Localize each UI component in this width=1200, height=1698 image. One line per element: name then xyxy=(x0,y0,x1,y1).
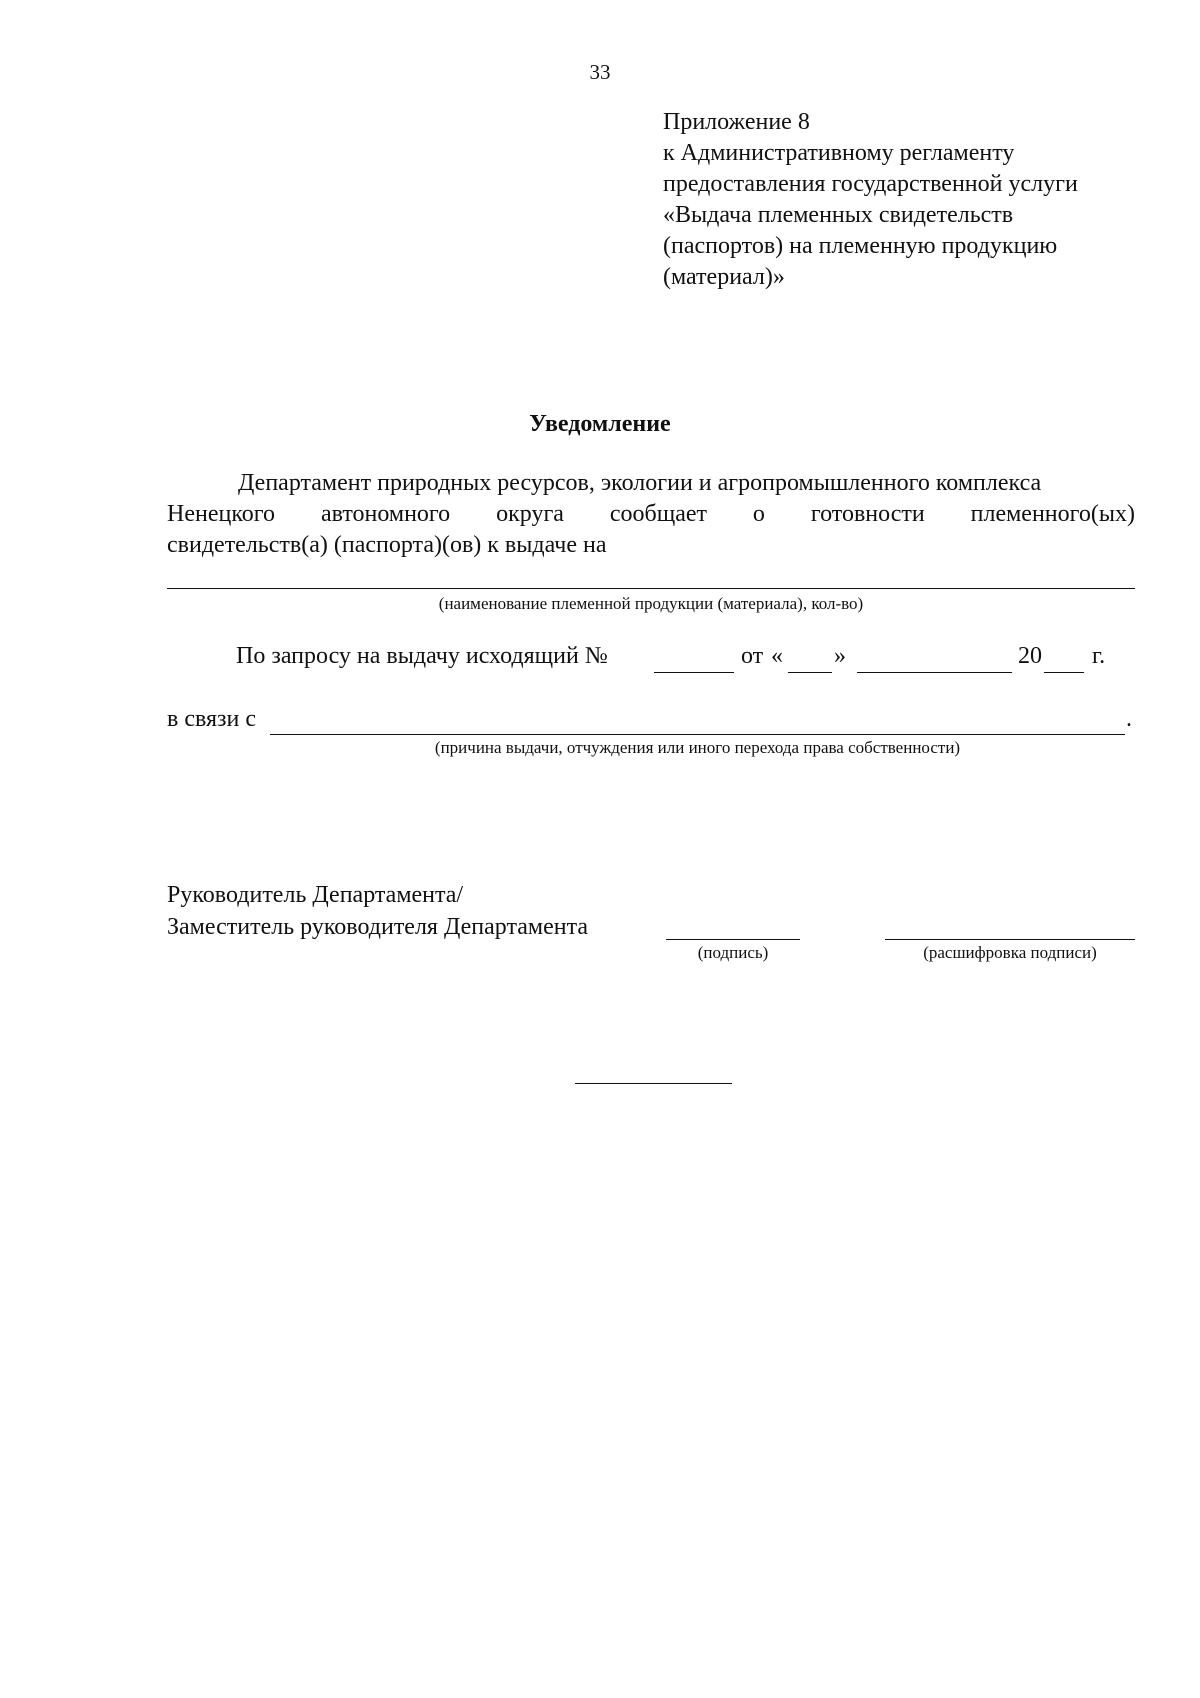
paragraph-word: сообщает xyxy=(609,501,707,527)
day-field-line[interactable] xyxy=(788,672,832,673)
appendix-line: к Административному регламенту xyxy=(663,140,1015,166)
paragraph-line: Департамент природных ресурсов, экологии и агропромышленного комплекса xyxy=(238,470,1042,496)
year-suffix: г. xyxy=(1092,643,1106,669)
signatory-line: Заместитель руководителя Департамента xyxy=(167,914,589,940)
page-number: 33 xyxy=(589,60,611,84)
request-line xyxy=(0,643,1200,677)
paragraph-word: о xyxy=(752,501,765,527)
month-field-line[interactable] xyxy=(857,672,1012,673)
signature-decode-caption: (расшифровка подписи) xyxy=(923,943,1097,962)
appendix-line: (паспортов) на племенную продукцию xyxy=(663,233,1058,259)
appendix-line: Приложение 8 xyxy=(663,109,810,135)
paragraph-line: свидетельств(а) (паспорта)(ов) к выдаче на xyxy=(167,532,607,558)
paragraph-word: округа xyxy=(496,501,564,527)
signatory-line: Руководитель Департамента/ xyxy=(167,882,464,908)
appendix-line: «Выдача племенных свидетельств xyxy=(663,202,1014,228)
appendix-line: предоставления государственной услуги xyxy=(663,171,1078,197)
notification-paragraph xyxy=(167,468,1135,561)
paragraph-word: готовности xyxy=(810,501,925,527)
reason-caption: (причина выдачи, отчуждения или иного перехода права собственности) xyxy=(434,738,961,757)
end-of-document-divider xyxy=(575,1083,732,1084)
outgoing-number-field-line[interactable] xyxy=(654,672,734,673)
quote-open: « xyxy=(771,643,783,669)
paragraph-line xyxy=(167,499,1135,530)
paragraph-word: автономного xyxy=(320,501,451,527)
signature-caption: (подпись) xyxy=(697,943,769,962)
paragraph-word: племенного(ых) xyxy=(970,501,1135,527)
appendix-header xyxy=(663,107,1163,293)
reason-prefix: в связи с xyxy=(167,706,257,732)
year-field-line[interactable] xyxy=(1044,672,1084,673)
year-prefix: 20 xyxy=(1018,643,1042,669)
product-name-caption: (наименование племенной продукции (материала), кол-во) xyxy=(438,594,864,613)
request-prefix: По запросу на выдачу исходящий № xyxy=(236,643,608,669)
request-from-label: от xyxy=(741,643,764,669)
paragraph-word: Ненецкого xyxy=(167,501,276,527)
signatory-title xyxy=(167,879,588,943)
signature-decode-field-line[interactable] xyxy=(885,939,1135,940)
appendix-line: (материал)» xyxy=(663,264,785,290)
product-name-field-line[interactable] xyxy=(167,588,1135,589)
reason-field-line[interactable] xyxy=(270,734,1125,735)
reason-end-period: . xyxy=(1126,706,1132,732)
quote-close: » xyxy=(834,643,846,669)
signature-field-line[interactable] xyxy=(666,939,800,940)
document-title: Уведомление xyxy=(529,411,671,437)
